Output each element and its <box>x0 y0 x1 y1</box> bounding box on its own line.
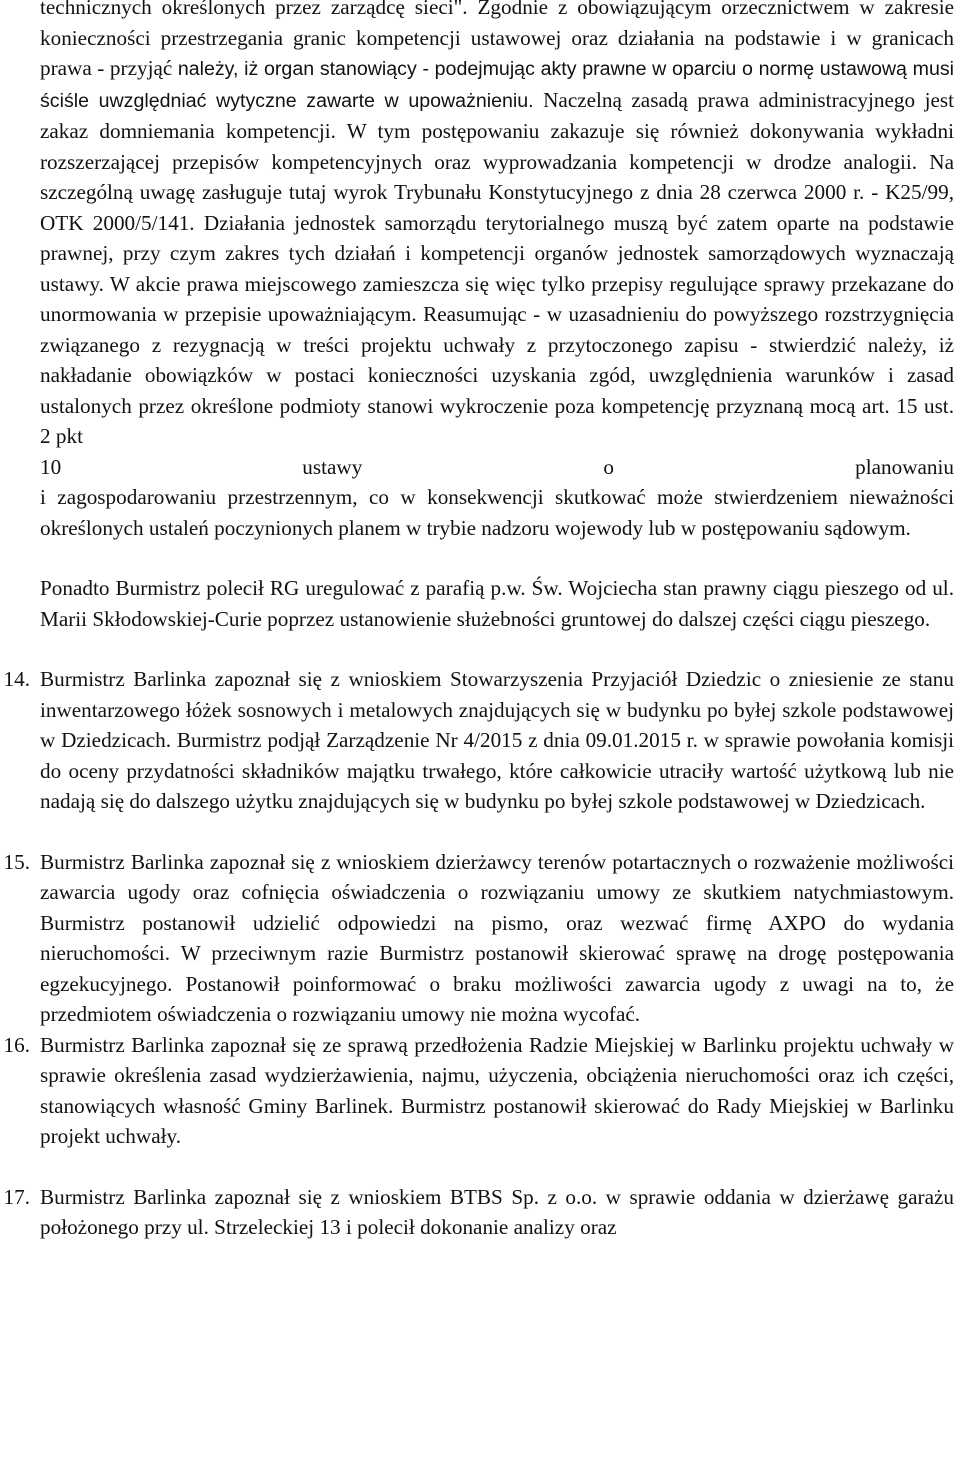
text-segment: technicznych określonych przez zarządcę sieci". Zgodnie z obowiązującym orzecznictwem w zakresie konieczności przestrzegania granic kompetencji ustawowej oraz działania na podstawie i w granicach prawa - przyjąć <box>40 0 954 80</box>
text-segment: należy, iż organ stanowiący - podejmując akty prawne w oparciu o normę ustawową musi ściśle uwzględniać wytyczne zawarte w upoważnieniu. <box>40 58 955 112</box>
list-item-text: Burmistrz Barlinka zapoznał się ze sprawą przedłożenia Radzie Miejskiej w Barlinku projektu uchwały w sprawie określenia zasad wydzierżawienia, najmu, użyczenia, obciążenia nieruchomości oraz ich części, stanowiących własność Gminy Barlinek. Burmistrz postanowił skierować do Rady Miejskiej w Barlinku projekt uchwały. <box>40 1032 954 1148</box>
text-segment: Na szczególną uwagę zasługuje tutaj wyrok Trybunału Konstytucyjnego z dnia 28 czerwca 2000 r. - K25/99, OTK 2000/5/141. Działania jednostek samorządu terytorialnego muszą być zatem oparte na podstawie prawnej, przy czym zakres tych działań i kompetencji organów jednostek samorządowych wyznaczają ustawy. W akcie prawa miejscowego zamieszcza się więc tylko przepisy regulujące sprawy przekazane do unormowania w przepisie upoważniającym. Reasumując - w uzasadnieniu do powyższego rozstrzygnięcia związanego z rezygnacją w treści projektu uchwały z przytoczonego zapisu - stwierdzić należy, iż nakładanie obowiązków w postaci konieczności uzyskania zgód, uwzględnienia warunków i zasad ustalonych przez określone podmioty stanowi wykroczenie poza kompetencję przyznaną mocą art. 15 ust. 2 pkt <box>40 149 954 448</box>
paragraph-continuation: i zagospodarowaniu przestrzennym, co w konsekwencji skutkować może stwierdzeniem nieważności określonych ustaleń poczynionych planem w trybie nadzoru wojewody lub w postępowaniu sądowym. <box>40 485 954 540</box>
document-page <box>3 0 955 1243</box>
numbered-list <box>3 664 954 1243</box>
list-item: 14. Burmistrz Barlinka zapoznał się z wnioskiem Stowarzyszenia Przyjaciół Dziedzic o zniesienie ze stanu inwentarzowego łóżek sosnowych i metalowych znajdujących się w budynku po byłej szkole podstawowej w Dziedzicach. Burmistrz podjął Zarządzenie Nr 4/2015 z dnia 09.01.2015 r. w sprawie powołania komisji do oceny przydatności składników majątku trwałego, które całkowicie utraciły wartość użytkową lub nie nadają się do dalszego użytku znajdujących się w budynku po byłej szkole podstawowej w Dziedzicach. <box>40 664 954 817</box>
list-item-text: Burmistrz Barlinka zapoznał się z wnioskiem Stowarzyszenia Przyjaciół Dziedzic o zniesienie ze stanu inwentarzowego łóżek sosnowych i metalowych znajdujących się w budynku po byłej szkole podstawowej w Dziedzicach. Burmistrz podjął Zarządzenie Nr 4/2015 z dnia 09.01.2015 r. w sprawie powołania komisji do oceny przydatności składników majątku trwałego, które całkowicie utraciły wartość użytkową lub nie nadają się do dalszego użytku znajdujących się w budynku po byłej szkole podstawowej w Dziedzicach. <box>40 667 954 813</box>
paragraph-line-justified: 10 ustawy o planowaniu <box>40 454 954 479</box>
list-item: 15. Burmistrz Barlinka zapoznał się z wnioskiem dzierżawcy terenów potartacznych o rozważenie możliwości zawarcia ugody oraz cofnięcia oświadczenia o rozwiązaniu umowy ze skutkiem natychmiastowym. Burmistrz postanowił udzielić odpowiedzi na pismo, oraz wezwać firmę AXPO do wydania nieruchomości. W przeciwnym razie Burmistrz postanowił skierować sprawę na drogę postępowania egzekucyjnego. Postanowił poinformować o braku możliwości zawarcia ugody z uwagi na to, że przedmiotem oświadczenia o rozwiązaniu umowy nie można wycofać. <box>40 847 954 1030</box>
paragraph-ponadto: Ponadto Burmistrz polecił RG uregulować z parafią p.w. Św. Wojciecha stan prawny ciągu pieszego od ul. Marii Skłodowskiej-Curie poprzez ustanowienie służebności gruntowej do dalszej części ciągu pieszego. <box>40 576 954 631</box>
list-item-text: Burmistrz Barlinka zapoznał się z wnioskiem dzierżawcy terenów potartacznych o rozważenie możliwości zawarcia ugody oraz cofnięcia oświadczenia o rozwiązaniu umowy ze skutkiem natychmiastowym. Burmistrz postanowił udzielić odpowiedzi na pismo, oraz wezwać firmę AXPO do wydania nieruchomości. W przeciwnym razie Burmistrz postanowił skierować sprawę na drogę postępowania egzekucyjnego. Postanowił poinformować o braku możliwości zawarcia ugody z uwagi na to, że przedmiotem oświadczenia o rozwiązaniu umowy nie można wycofać. <box>40 849 954 1026</box>
spacer <box>40 543 954 573</box>
list-item: 17. Burmistrz Barlinka zapoznał się z wnioskiem BTBS Sp. z o.o. w sprawie oddania w dzierżawę garażu położonego przy ul. Strzeleckiej 13 i polecił dokonanie analizy oraz <box>40 1182 954 1243</box>
spacer <box>40 817 954 847</box>
list-item: 16. Burmistrz Barlinka zapoznał się ze sprawą przedłożenia Radzie Miejskiej w Barlinku projektu uchwały w sprawie określenia zasad wydzierżawienia, najmu, użyczenia, obciążenia nieruchomości oraz ich części, stanowiących własność Gminy Barlinek. Burmistrz postanowił skierować do Rady Miejskiej w Barlinku projekt uchwały. <box>40 1030 954 1152</box>
spacer <box>40 634 954 664</box>
text-segment: W tym postępowaniu zakazuje się również dokonywania wykładni rozszerzającej przepisów kompetencyjnych oraz wyprowadzania kompetencji w drodze analogii. <box>40 119 954 174</box>
list-item-text: Burmistrz Barlinka zapoznał się z wnioskiem BTBS Sp. z o.o. w sprawie oddania w dzierżawę garażu położonego przy ul. Strzeleckiej 13 i polecił dokonanie analizy oraz <box>40 1184 954 1239</box>
spacer <box>40 1152 954 1182</box>
text-segment: Naczelną zasadą prawa administracyjnego jest zakaz domniemania kompetencji. <box>40 87 955 143</box>
paragraph-nadzor <box>40 0 954 452</box>
